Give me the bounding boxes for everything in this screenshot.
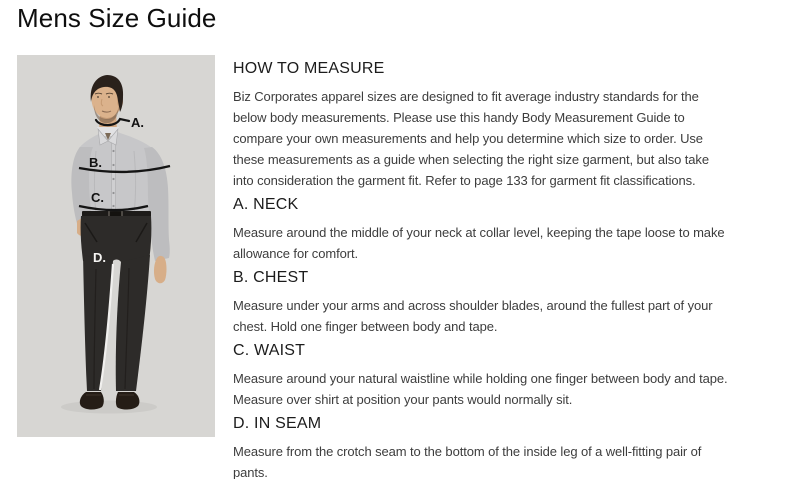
- figure-label-waist: C.: [91, 190, 104, 205]
- section-waist: [233, 341, 730, 410]
- section-heading: A. NECK: [233, 196, 299, 213]
- section-inseam: [233, 414, 730, 479]
- floor-shadow: [61, 401, 157, 414]
- measurement-instructions: [233, 59, 730, 479]
- section-heading: HOW TO MEASURE: [233, 60, 385, 77]
- eye-right: [108, 96, 110, 98]
- section-heading: D. IN SEAM: [233, 415, 322, 432]
- section-how-to-measure: [233, 59, 730, 191]
- measurement-guide-photo: [17, 55, 215, 437]
- section-body: Measure around your natural waistline while holding one finger between body and tape. Measure over shirt at position your pants would normally sit.: [233, 371, 728, 407]
- section-body: Measure under your arms and across shoulder blades, around the fullest part of your chest. Hold one finger between body and tape.: [233, 298, 713, 334]
- eye-left: [97, 96, 99, 98]
- figure-label-inseam: D.: [93, 250, 106, 265]
- figure-label-neck: A.: [131, 115, 144, 130]
- section-body: Measure around the middle of your neck at collar level, keeping the tape loose to make allowance for comfort.: [233, 225, 725, 261]
- section-neck: [233, 195, 730, 264]
- section-chest: [233, 268, 730, 337]
- section-body: Measure from the crotch seam to the bottom of the inside leg of a well-fitting pair of pants.: [233, 444, 702, 479]
- section-heading: B. CHEST: [233, 269, 309, 286]
- figure-label-chest: B.: [89, 155, 102, 170]
- man-measurement-illustration: [17, 55, 215, 437]
- section-body: Biz Corporates apparel sizes are designed to fit average industry standards for the below body measurements. Please use this handy Body Measurement Guide to compare your own measurements and help you determine which size to order. Use these measurements as a guide when selecting the right size garment, but also take into consideration the garment fit. Refer to page 133 for garment fit classifications.: [233, 89, 709, 188]
- section-heading: C. WAIST: [233, 342, 306, 359]
- page-title: Mens Size Guide: [17, 3, 217, 33]
